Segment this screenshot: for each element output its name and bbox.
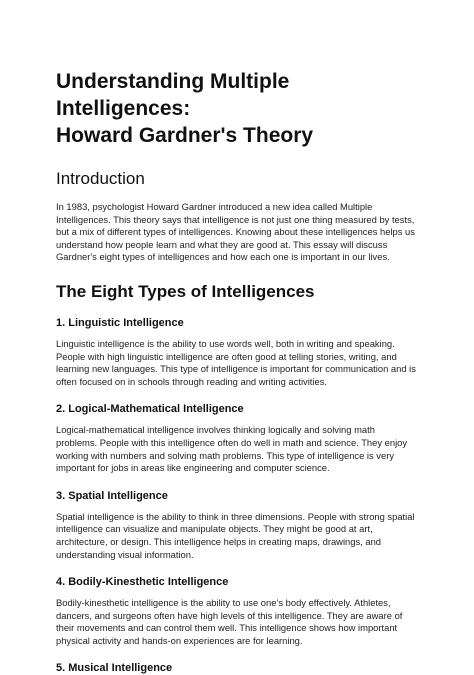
section-heading: 3. Spatial Intelligence <box>56 489 168 502</box>
document-title <box>56 0 418 149</box>
section-heading: 5. Musical Intelligence <box>56 662 173 675</box>
section-heading: 1. Linguistic Intelligence <box>56 316 184 329</box>
section-paragraph: Linguistic intelligence is the ability to use words well, both in writing and speaking. People with high linguistic intelligence are often good at telling stories, writing, and learning new languages. This type of intelligence is important for communication and is often focused on in schools through reading and writing activities. <box>56 337 416 387</box>
section-logical-mathematical <box>56 402 418 474</box>
section-heading: 2. Logical-Mathematical Intelligence <box>56 403 244 416</box>
section-musical <box>56 661 418 675</box>
title-line-2: Howard Gardner's Theory <box>56 124 314 147</box>
introduction-heading: Introduction <box>56 169 145 188</box>
section-linguistic <box>56 316 418 388</box>
section-paragraph: Spatial intelligence is the ability to think in three dimensions. People with strong spatial intelligence can visualize and manipulate objects. They might be good at art, architecture, or design. This intelligence helps in creating maps, drawings, and understanding visual information. <box>56 510 415 560</box>
section-paragraph: Bodily-kinesthetic intelligence is the ability to use one’s body effectively. Athletes, dancers, and surgeons often have high levels of this intelligence. They are aware of their movements and can control them well. This intelligence shows how important physical activity and hands-on experiences are for learning. <box>56 597 403 646</box>
introduction-paragraph: In 1983, psychologist Howard Gardner introduced a new idea called Multiple Intelligences. This theory says that intelligence is not just one thing measured by tests, but a mix of different types of intelligences. Knowing about these intelligences helps us understand how people learn and what they are good at. This essay will discuss Gardner's eight types of intelligences and how each one is important in our lives. <box>56 201 415 263</box>
section-bodily-kinesthetic <box>56 575 418 647</box>
section-spatial <box>56 489 418 561</box>
title-line-1: Understanding Multiple Intelligences: <box>56 70 290 120</box>
section-heading: 4. Bodily-Kinesthetic Intelligence <box>56 576 229 589</box>
section-paragraph: Logical-mathematical intelligence involves thinking logically and solving math problems. People with this intelligence often do well in math and science. They enjoy working with numbers and solving math problems. This type of intelligence is very important for jobs in areas like engineering and computer science. <box>56 424 408 474</box>
eight-types-heading: The Eight Types of Intelligences <box>56 281 315 301</box>
